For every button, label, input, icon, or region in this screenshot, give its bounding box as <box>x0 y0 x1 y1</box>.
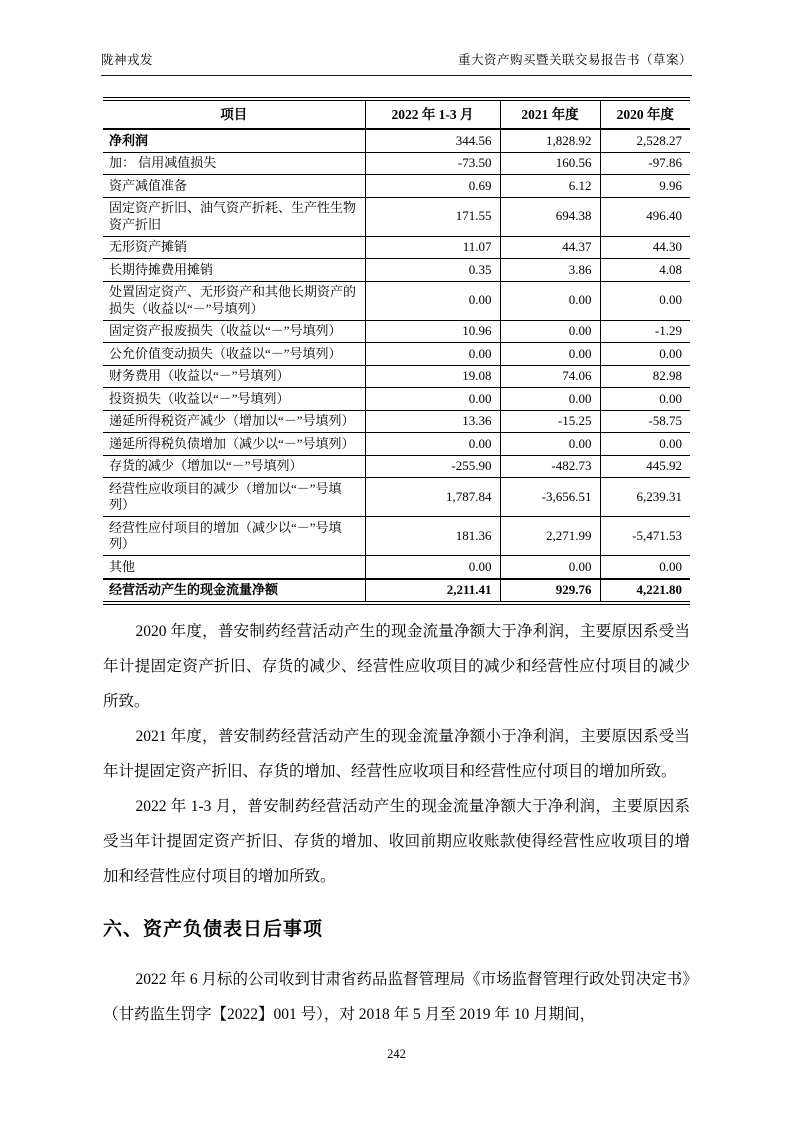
row-value: 4.08 <box>600 259 690 282</box>
row-value: 445.92 <box>600 455 690 478</box>
row-value: -58.75 <box>600 410 690 433</box>
column-header: 2022 年 1-3 月 <box>365 99 500 129</box>
cash-flow-adjustment-table <box>103 97 690 605</box>
table-row <box>103 152 690 175</box>
row-value: 0.00 <box>500 320 600 343</box>
row-value: -73.50 <box>365 152 500 175</box>
table-row <box>103 343 690 366</box>
column-header: 项目 <box>103 99 365 129</box>
row-label: 固定资产报废损失（收益以“－”号填列） <box>103 320 365 343</box>
row-value: 0.35 <box>365 259 500 282</box>
row-label: 财务费用（收益以“－”号填列） <box>103 365 365 388</box>
row-label: 其他 <box>103 556 365 579</box>
table-header-row <box>103 99 690 129</box>
row-value: 181.36 <box>365 517 500 556</box>
row-value: -97.86 <box>600 152 690 175</box>
row-value: 0.00 <box>365 343 500 366</box>
row-value: 0.00 <box>365 556 500 579</box>
header-company-name: 陇神戎发 <box>101 53 154 67</box>
table-row <box>103 410 690 433</box>
row-value: 44.37 <box>500 236 600 259</box>
row-value: 0.00 <box>600 388 690 411</box>
paragraph-2022-explanation: 2022 年 1-3 月，普安制药经营活动产生的现金流量净额大于净利润，主要原因系受当年计提固定资产折旧、存货的增加、收回前期应收账款使得经营性应收项目的增加和经营性应付项目的增加所致。 <box>103 798 690 885</box>
row-value: 0.00 <box>600 556 690 579</box>
row-value: 0.69 <box>365 175 500 198</box>
table-row <box>103 365 690 388</box>
table-row <box>103 236 690 259</box>
row-label: 递延所得税负债增加（减少以“－”号填列） <box>103 433 365 456</box>
row-label: 无形资产摊销 <box>103 236 365 259</box>
row-label: 固定资产折旧、油气资产折耗、生产性生物资产折旧 <box>103 197 365 236</box>
page-header <box>101 50 692 76</box>
row-value: -482.73 <box>500 455 600 478</box>
row-value: 0.00 <box>600 343 690 366</box>
row-value: 160.56 <box>500 152 600 175</box>
row-label: 存货的减少（增加以“－”号填列） <box>103 455 365 478</box>
section-heading-balance-sheet-events: 六、资产负债表日后事项 <box>103 919 324 940</box>
row-value: 694.38 <box>500 197 600 236</box>
row-value: 0.00 <box>365 433 500 456</box>
row-value: 0.00 <box>600 281 690 320</box>
row-value: 74.06 <box>500 365 600 388</box>
row-value: 4,221.80 <box>600 579 690 604</box>
page-footer <box>0 1047 793 1062</box>
table-row <box>103 455 690 478</box>
row-label: 资产减值准备 <box>103 175 365 198</box>
row-value: -3,656.51 <box>500 478 600 517</box>
row-label: 加： 信用减值损失 <box>103 152 365 175</box>
row-value: 0.00 <box>365 281 500 320</box>
paragraph-2021-explanation: 2021 年度，普安制药经营活动产生的现金流量净额小于净利润，主要原因系受当年计提固定资产折旧、存货的增加、经营性应收项目和经营性应付项目的增加所致。 <box>103 728 690 780</box>
row-label: 投资损失（收益以“－”号填列） <box>103 388 365 411</box>
row-value: 0.00 <box>500 556 600 579</box>
row-label: 公允价值变动损失（收益以“－”号填列） <box>103 343 365 366</box>
row-value: 0.00 <box>500 433 600 456</box>
row-label: 经营活动产生的现金流量净额 <box>103 579 365 604</box>
row-value: 11.07 <box>365 236 500 259</box>
paragraph-section-six: 2022 年 6 月标的公司收到甘肃省药品监督管理局《市场监督管理行政处罚决定书》（甘药监生罚字【2022】001 号），对 2018 年 5 月至 2019 年 10 月期间， <box>103 971 690 1023</box>
page-number: 242 <box>387 1047 406 1061</box>
row-label: 递延所得税资产减少（增加以“－”号填列） <box>103 410 365 433</box>
page-content <box>103 97 690 1032</box>
row-value: 9.96 <box>600 175 690 198</box>
table-row <box>103 197 690 236</box>
row-value: 10.96 <box>365 320 500 343</box>
row-value: 2,528.27 <box>600 129 690 152</box>
row-value: 13.36 <box>365 410 500 433</box>
row-value: 2,271.99 <box>500 517 600 556</box>
row-value: 19.08 <box>365 365 500 388</box>
row-value: 171.55 <box>365 197 500 236</box>
row-label: 净利润 <box>103 129 365 152</box>
row-value: 0.00 <box>600 433 690 456</box>
row-label: 长期待摊费用摊销 <box>103 259 365 282</box>
table-row <box>103 556 690 579</box>
table-row <box>103 388 690 411</box>
table-row <box>103 129 690 152</box>
row-value: 0.00 <box>500 281 600 320</box>
row-label: 处置固定资产、无形资产和其他长期资产的损失（收益以“－”号填列） <box>103 281 365 320</box>
table-total-row <box>103 579 690 604</box>
table-row <box>103 517 690 556</box>
row-value: 3.86 <box>500 259 600 282</box>
header-report-title: 重大资产购买暨关联交易报告书（草案） <box>457 53 692 67</box>
row-value: -15.25 <box>500 410 600 433</box>
row-value: 1,787.84 <box>365 478 500 517</box>
row-value: 0.00 <box>500 388 600 411</box>
row-value: 6.12 <box>500 175 600 198</box>
row-value: -5,471.53 <box>600 517 690 556</box>
table-row <box>103 281 690 320</box>
row-value: 1,828.92 <box>500 129 600 152</box>
row-value: 2,211.41 <box>365 579 500 604</box>
row-value: -255.90 <box>365 455 500 478</box>
table-row <box>103 320 690 343</box>
column-header: 2021 年度 <box>500 99 600 129</box>
paragraph-2020-explanation: 2020 年度，普安制药经营活动产生的现金流量净额大于净利润，主要原因系受当年计提固定资产折旧、存货的减少、经营性应收项目的减少和经营性应付项目的减少所致。 <box>103 623 690 710</box>
row-value: 44.30 <box>600 236 690 259</box>
table-row <box>103 175 690 198</box>
table-row <box>103 433 690 456</box>
row-value: 929.76 <box>500 579 600 604</box>
row-label: 经营性应收项目的减少（增加以“－”号填列） <box>103 478 365 517</box>
row-value: 496.40 <box>600 197 690 236</box>
row-value: 344.56 <box>365 129 500 152</box>
row-value: 0.00 <box>500 343 600 366</box>
row-value: 6,239.31 <box>600 478 690 517</box>
table-row <box>103 259 690 282</box>
row-label: 经营性应付项目的增加（减少以“－”号填列） <box>103 517 365 556</box>
row-value: 0.00 <box>365 388 500 411</box>
row-value: 82.98 <box>600 365 690 388</box>
column-header: 2020 年度 <box>600 99 690 129</box>
row-value: -1.29 <box>600 320 690 343</box>
table-row <box>103 478 690 517</box>
